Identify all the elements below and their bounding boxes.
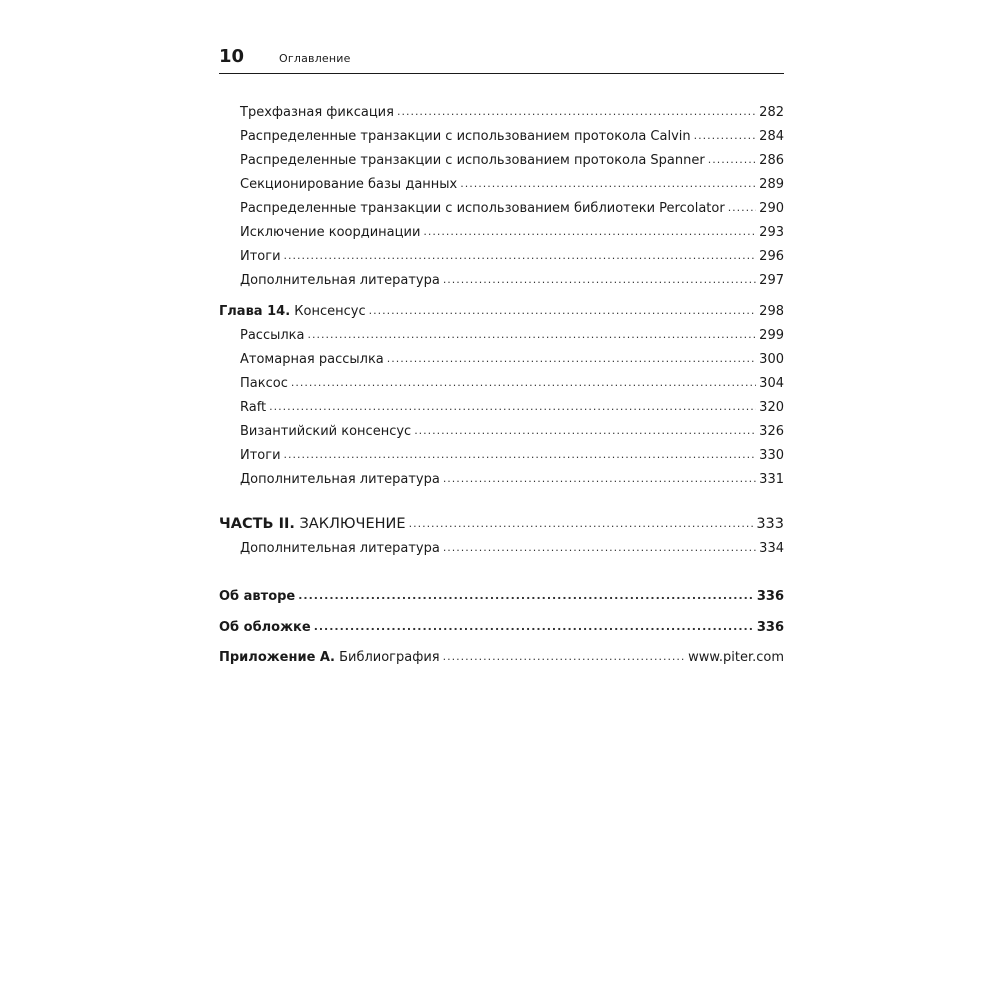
toc-entry-page: 282	[759, 105, 784, 120]
toc-entry-page: 334	[759, 541, 784, 556]
toc-part-entry	[219, 514, 784, 534]
toc-entry-title: Атомарная рассылка	[240, 352, 384, 367]
toc-leader-dots	[269, 397, 756, 417]
toc-leader-dots	[414, 421, 756, 441]
toc-entry	[240, 199, 784, 219]
toc-entry	[240, 374, 784, 394]
toc-entry-title: Итоги	[240, 448, 281, 463]
toc-entry-title: Трехфазная фиксация	[240, 105, 394, 120]
toc-entry-page: 320	[759, 400, 784, 415]
toc-section-entry	[219, 587, 784, 607]
toc-leader-dots	[460, 174, 756, 194]
toc-leader-dots	[369, 301, 757, 321]
toc-entry-title: Рассылка	[240, 328, 305, 343]
toc-leader-dots	[728, 198, 756, 218]
toc-entry-page: 300	[759, 352, 784, 367]
toc-entry	[240, 422, 784, 442]
toc-chapter-entry	[219, 302, 784, 322]
toc-entry-title	[219, 302, 366, 322]
toc-entry	[240, 271, 784, 291]
toc-entry	[240, 470, 784, 490]
toc-entry-page: 304	[759, 376, 784, 391]
toc-leader-dots	[298, 586, 754, 606]
toc-section-entry	[219, 618, 784, 638]
toc-leader-dots	[708, 150, 756, 170]
toc-entry-title: Об авторе	[219, 589, 296, 604]
toc-entry-title: Raft	[240, 400, 267, 415]
toc-entry-title: Распределенные транзакции с использованием протокола Spanner	[240, 153, 705, 168]
toc-entry	[240, 398, 784, 418]
toc-entry-page: 290	[759, 201, 784, 216]
toc-entry-page: 331	[759, 472, 784, 487]
toc-leader-dots	[291, 373, 756, 393]
toc-entry-title: Византийский консенсус	[240, 424, 412, 439]
toc-leader-dots	[443, 270, 756, 290]
toc-entry	[240, 247, 784, 267]
toc-appendix-prefix: Приложение А.	[219, 650, 335, 665]
toc-chapter-prefix: Глава 14.	[219, 304, 291, 319]
toc-entry-page: 336	[756, 589, 784, 604]
toc-chapter-title: Консенсус	[294, 304, 366, 319]
toc-entry-page: 336	[756, 620, 784, 635]
page-header	[219, 44, 784, 74]
toc-entry-title: Итоги	[240, 249, 281, 264]
toc-entry	[240, 175, 784, 195]
toc-entry	[240, 127, 784, 147]
toc-entry	[240, 151, 784, 171]
toc-leader-dots	[423, 222, 756, 242]
toc-entry-page: 326	[759, 424, 784, 439]
toc-entry-page: 297	[759, 273, 784, 288]
toc-entry-title: Исключение координации	[240, 225, 421, 240]
toc-entry	[240, 103, 784, 123]
toc-leader-dots	[308, 325, 757, 345]
toc-entry-title: Дополнительная литература	[240, 541, 440, 556]
toc-entry-page: 298	[759, 304, 784, 319]
toc-entry-title: Дополнительная литература	[240, 472, 440, 487]
toc-entry	[240, 350, 784, 370]
toc-entry	[240, 326, 784, 346]
toc-entry-page: 296	[759, 249, 784, 264]
toc-leader-dots	[443, 538, 756, 558]
toc-leader-dots	[443, 469, 756, 489]
toc-appendix-entry	[219, 648, 784, 668]
toc-part-prefix: ЧАСТЬ II.	[219, 516, 295, 532]
toc-entry-title	[219, 648, 440, 668]
toc-leader-dots	[314, 617, 754, 637]
toc-entry-title: Распределенные транзакции с использованием библиотеки Percolator	[240, 201, 725, 216]
toc-entry-url: www.piter.com	[688, 650, 784, 665]
toc-entry-title	[219, 514, 406, 534]
toc-leader-dots	[284, 445, 757, 465]
toc-entry-title: Об обложке	[219, 620, 311, 635]
toc-leader-dots	[397, 102, 756, 122]
toc-entry	[240, 223, 784, 243]
toc-entry-page: 299	[759, 328, 784, 343]
toc-leader-dots	[387, 349, 756, 369]
page-number: 10	[219, 46, 245, 67]
toc-entry-title: Секционирование базы данных	[240, 177, 458, 192]
toc-entry-page: 333	[756, 516, 784, 532]
toc-leader-dots	[284, 246, 757, 266]
toc-entry-page: 293	[759, 225, 784, 240]
toc-entry-page: 330	[759, 448, 784, 463]
toc-leader-dots	[443, 647, 686, 667]
toc-entry-page: 284	[759, 129, 784, 144]
toc-leader-dots	[409, 514, 754, 534]
running-title: Оглавление	[279, 52, 351, 65]
toc-appendix-title: Библиография	[339, 650, 440, 665]
toc-entry	[240, 539, 784, 559]
toc-part-title: ЗАКЛЮЧЕНИЕ	[299, 516, 406, 532]
toc-entry	[240, 446, 784, 466]
toc-entry-page: 286	[759, 153, 784, 168]
toc-entry-title: Дополнительная литература	[240, 273, 440, 288]
toc-entry-page: 289	[759, 177, 784, 192]
toc-entry-title: Паксос	[240, 376, 288, 391]
toc-leader-dots	[694, 126, 757, 146]
toc-entry-title: Распределенные транзакции с использованием протокола Calvin	[240, 129, 691, 144]
